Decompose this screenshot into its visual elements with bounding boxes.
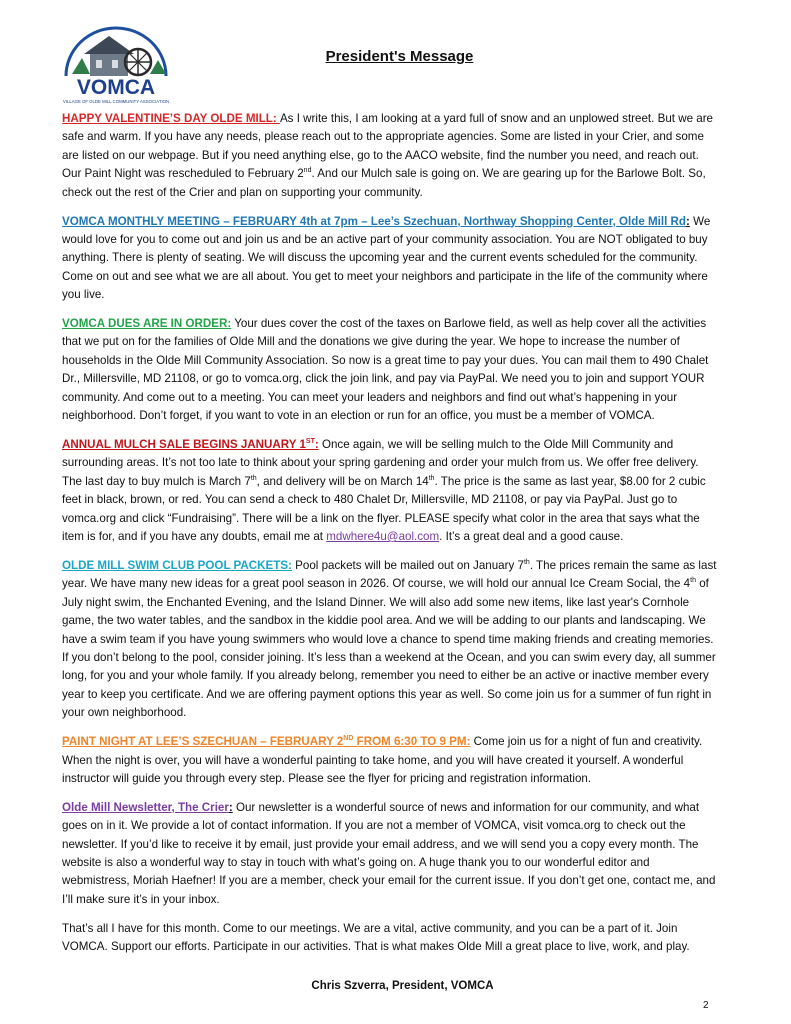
- meeting-heading-colon: :: [686, 214, 690, 228]
- mulch-body-3: . The price is the same as last year, $8.00 for 2 cubic feet in black, brown, or red. You can send a check to 480 Chalet Dr, Millersville, MD 21108, or pay via PayPal. Just go to vomca.org and click “Fundraising”. There will be a link on the flyer. PLEASE specify what color in the area that says what the item is for, and if you have any doubts, email me at: [62, 474, 706, 544]
- pool-body-3: of July night swim, the Enchanted Evening, and the Island Dinner. We will also add some new items, like last year's Cornhole game, the two water tables, and the sandbox in the kiddie pool area. And we will be adding to our plants and landscaping. We have a swim team if you have young swimmers who would love a chance to spend time making friends and creating memories. If you don’t belong to the pool, consider joining. It’s less than a weekend at the Ocean, and you can swim every day, all summer long, for you and your whole family. If you already belong, remember you need to either be an active or inactive member every year to keep you certificate. And we are offering payment options this year as well. So come join us for a summer of fun right in your own neighborhood.: [62, 577, 716, 720]
- dues-body: Your dues cover the cost of the taxes on Barlowe field, as well as help cover all the activities that we put on for the families of Olde Mill and the donations we give during the year. We hope to increase the number of households in the Olde Mill Community Association. So now is a great time to pay your dues. You can mail them to 490 Chalet Dr., Millersville, MD 21108, or go to vomca.org, click the join link, and pay via PayPal. We need you to join and support YOUR community. And come out to a meeting. You can meet your leaders and neighbors and find out what’s happening in your neighborhood. Don’t forget, if you want to vote in an election or run for an office, you must be a member of VOMCA.: [62, 317, 709, 423]
- section-paint: [62, 733, 717, 788]
- section-meeting: [62, 213, 717, 305]
- newsletter-heading-colon: :: [228, 800, 233, 814]
- mill-logo-icon: [60, 24, 172, 108]
- page-number: 2: [703, 1000, 709, 1011]
- page-title: President's Message: [325, 48, 474, 65]
- paint-heading-text: PAINT NIGHT AT LEE’S SZECHUAN – FEBRUARY 2: [62, 735, 344, 749]
- mulch-sup-2: th: [428, 474, 435, 482]
- mulch-body-4: . It’s a great deal and a good cause.: [439, 530, 624, 544]
- signature: Chris Szverra, President, VOMCA: [311, 980, 494, 992]
- newsletter-body: Our newsletter is a wonderful source of news and information for our community, and what goes on in it. We provide a lot of contact information. If you are not a member of VOMCA, visit vomca.org to check out the newsletter. If you’d like to receive it by email, just provide your email address, and we will send you a copy every month. The website is also a wonderful way to stay in touch with what’s going on. A huge thank you to our wonderful editor and webmistress, Moriah Haefner! If you are a member, check your email for the current issue. If you don’t get one, contact me, and I’ll make sure it’s in your inbox.: [62, 800, 716, 906]
- logo-wordmark: VOMCA: [76, 76, 156, 99]
- logo-subtitle: VILLAGE OF OLDE MILL COMMUNITY ASSOCIATION: [62, 99, 170, 104]
- section-newsletter: [62, 799, 717, 909]
- pool-heading: OLDE MILL SWIM CLUB POOL PACKETS:: [62, 558, 292, 572]
- section-closing: [62, 920, 717, 957]
- mulch-heading-text: ANNUAL MULCH SALE BEGINS JANUARY 1: [62, 438, 306, 451]
- valentine-body: As I write this, I am looking at a yard full of snow and an unplowed street. But we are safe and warm. If you have any needs, please reach out to the appropriate agencies. Some are listed in your Crier, and some are listed on our webpage. But if you need anything else, go to the AACO website, find the number you need, and reach out. Our Paint Night was rescheduled to February 2: [62, 112, 714, 181]
- meeting-body: We would love for you to come out and join us and be an active part of your community association. You are NOT obligated to buy anything. There is plenty of seating. We will discuss the upcoming year and the current events scheduled for the community. Come on out and see what we are all about. You get to meet your neighbors and participate in the life of the community where you live.: [62, 214, 711, 302]
- vomca-logo: [60, 24, 172, 108]
- valentine-body-end: . And our Mulch sale is going on. We are gearing up for the Barlowe Bolt. So, check out the rest of the Crier and plan on supporting your community.: [62, 167, 706, 199]
- section-valentine: [62, 110, 717, 202]
- pool-body-2: . The prices remain the same as last year. We have many new ideas for a great pool season in 2026. Of course, we will hold our annual Ice Cream Social, the 4: [62, 558, 717, 591]
- pool-sup-2: th: [690, 577, 696, 585]
- mulch-heading-colon: :: [314, 438, 319, 451]
- newsletter-heading: Olde Mill Newsletter, The Crier: [62, 800, 229, 814]
- valentine-heading: HAPPY VALENTINE’S DAY OLDE MILL:: [62, 112, 280, 125]
- dues-heading: VOMCA DUES ARE IN ORDER:: [62, 317, 232, 331]
- section-mulch: [62, 436, 717, 546]
- meeting-heading: VOMCA MONTHLY MEETING – FEBRUARY 4th at 7pm – Lee’s Szechuan, Northway Shopping Center, Olde Mill Rd: [62, 214, 687, 228]
- mulch-heading: [62, 438, 319, 451]
- email-link[interactable]: mdwhere4u@aol.com: [326, 530, 440, 544]
- section-dues: [62, 315, 717, 425]
- paint-heading: [62, 735, 470, 748]
- pool-body-1: Pool packets will be mailed out on January 7: [291, 558, 524, 572]
- valentine-sup: nd: [303, 167, 312, 175]
- mulch-heading-sup: ST: [305, 438, 315, 446]
- mulch-sup-1: th: [250, 474, 257, 482]
- paint-heading-end: FROM 6:30 TO 9 PM:: [353, 735, 471, 749]
- closing-body: That’s all I have for this month. Come to our meetings. We are a vital, active community, and you can be a part of it. Join VOMCA. Support our efforts. Participate in our activities. That is what makes Olde Mill a great place to live, work, and play.: [62, 921, 690, 954]
- section-pool: [62, 557, 717, 723]
- mulch-body-2: , and delivery will be on March 14: [256, 474, 429, 488]
- paint-body: Come join us for a night of fun and creativity. When the night is over, you will have a wonderful painting to take home, and you will have created it yourself. A wonderful instructor will guide you through every step. Please see the flyer for pricing and registration information.: [62, 735, 703, 785]
- pool-sup-1: th: [523, 559, 530, 567]
- mulch-body-1: Once again, we will be selling mulch to the Olde Mill Community and surrounding areas. It’s not too late to think about your spring gardening and order your mulch from us. We offer free delivery. The last day to buy mulch is March 7: [62, 438, 699, 488]
- message-body: [62, 110, 717, 967]
- paint-heading-sup: ND: [343, 735, 354, 743]
